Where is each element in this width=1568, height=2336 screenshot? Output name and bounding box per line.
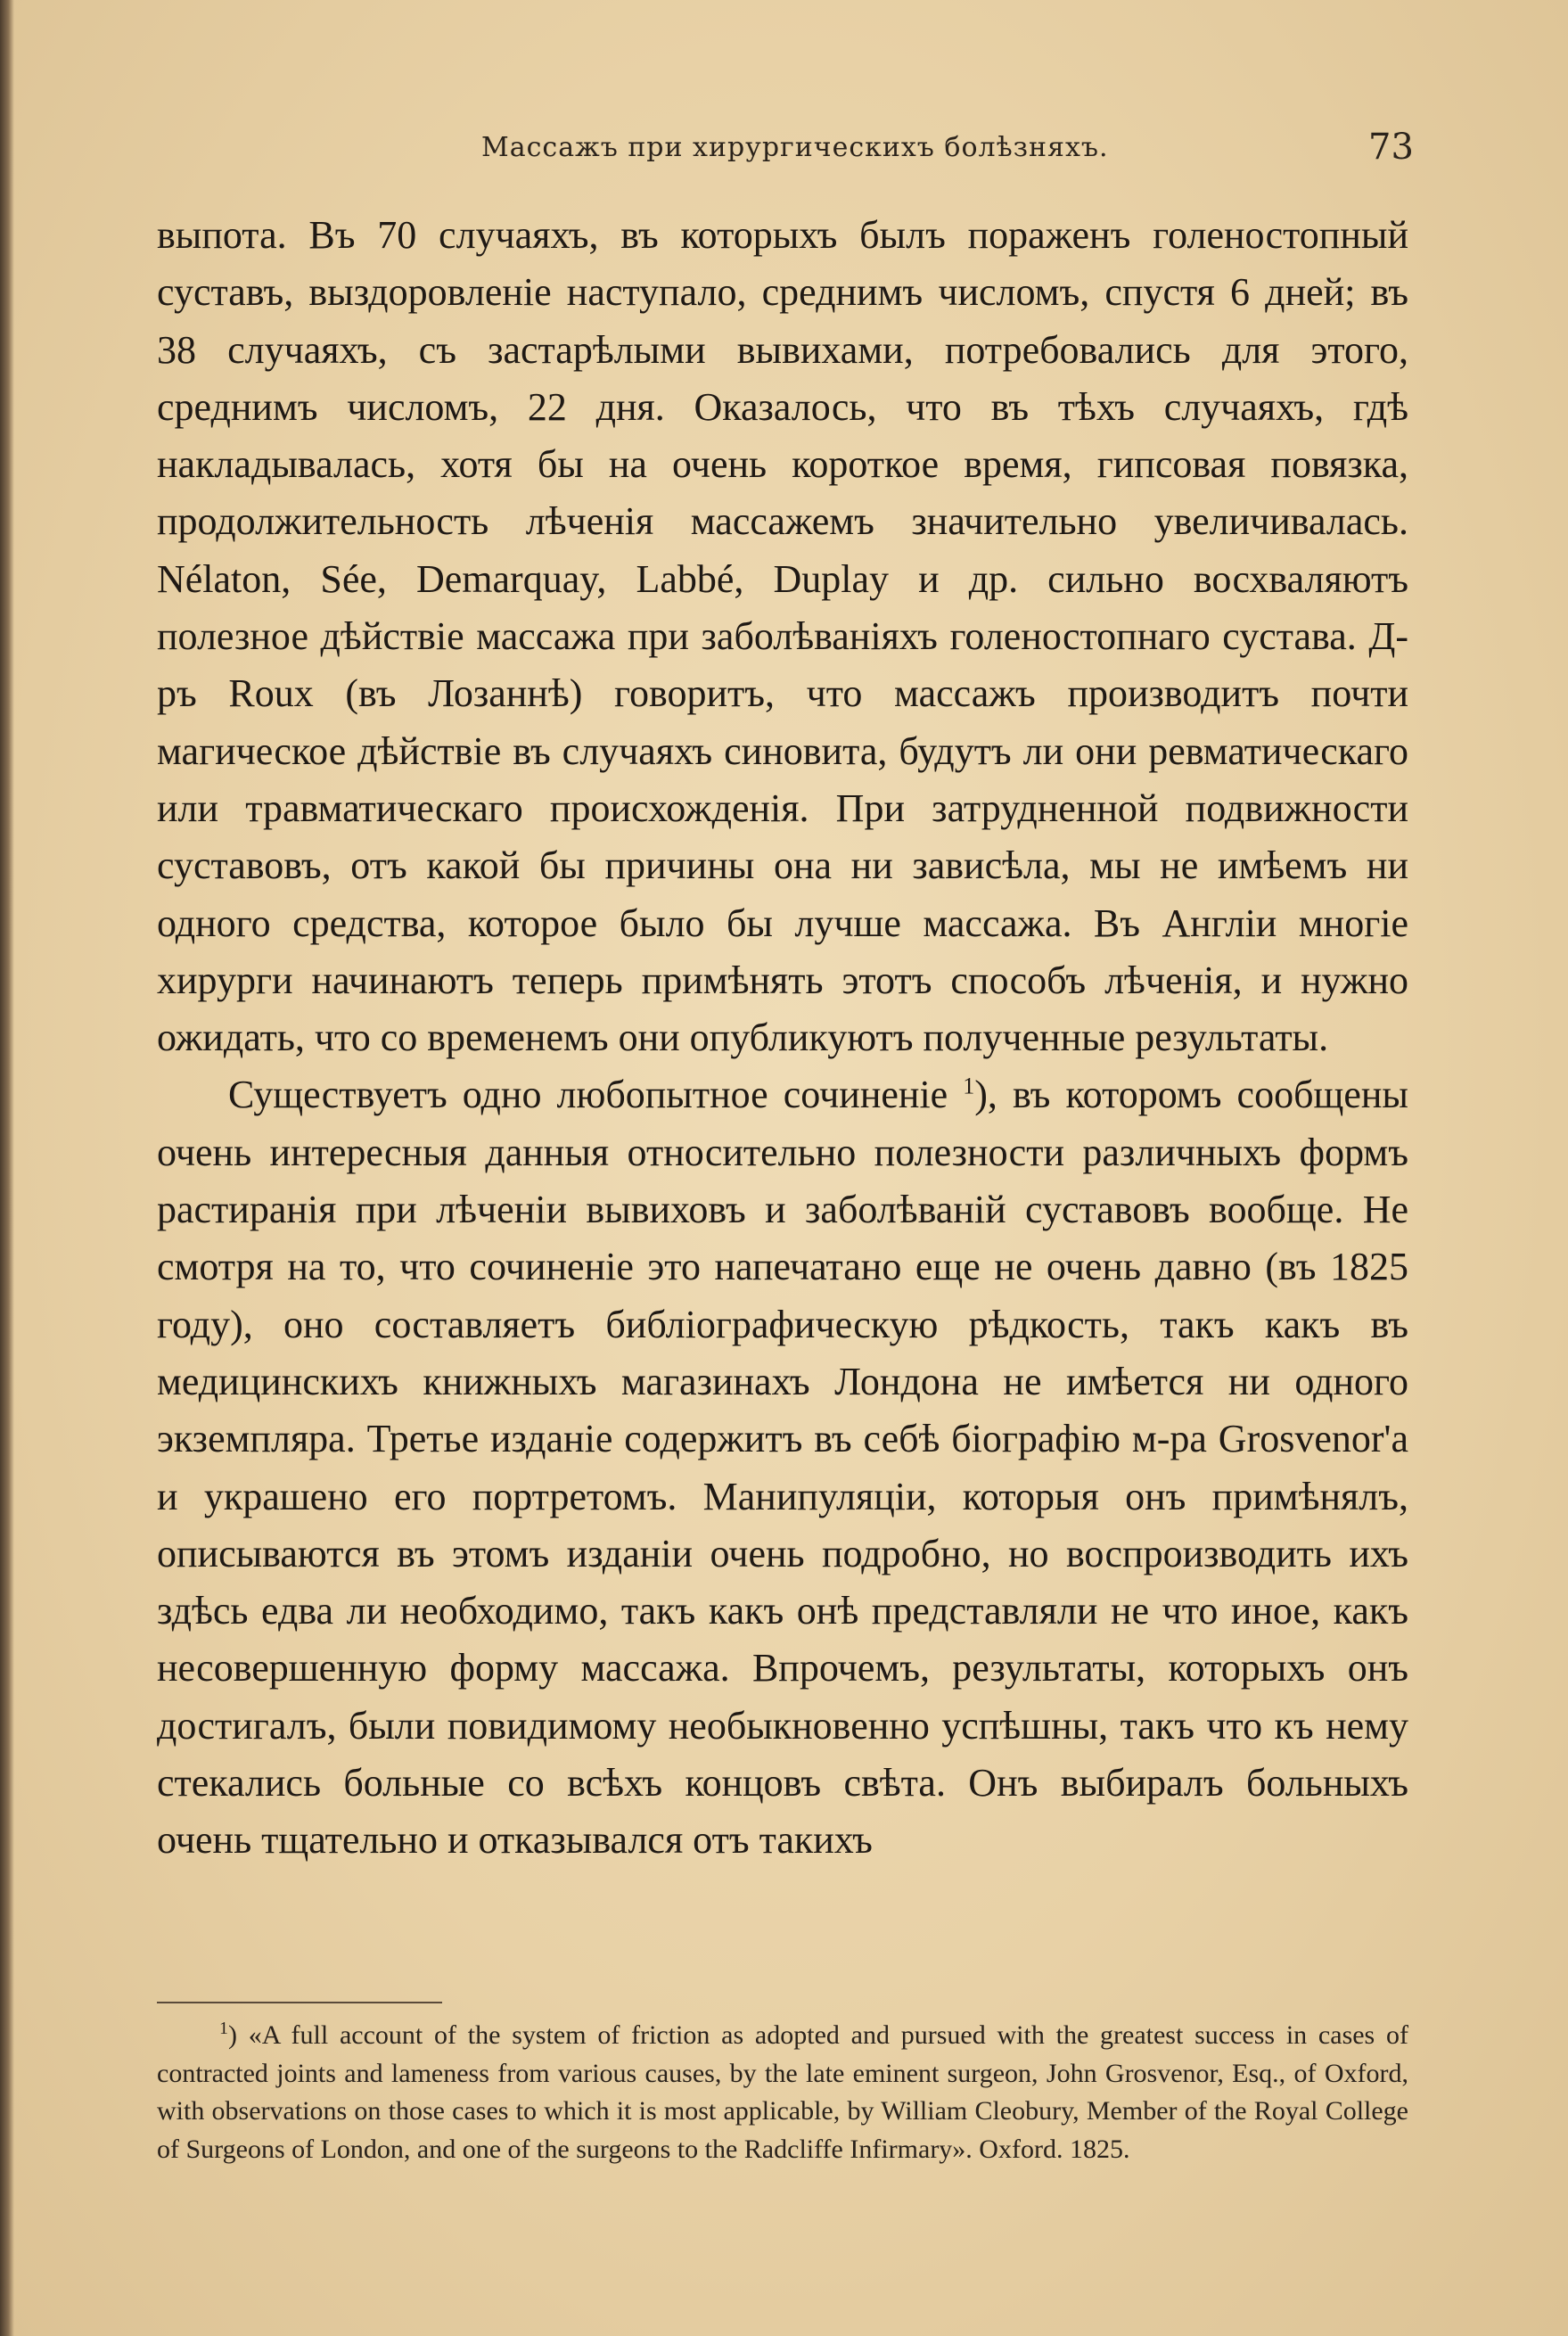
page-header [0,127,1568,182]
paragraph-2-rest: ), въ которомъ сообщены очень интересныя данныя относительно полезности различныхъ формъ растиранія при лѣченіи вывиховъ и заболѣваній суставовъ вообще. Не смотря на то, что сочиненіе это напечатано еще не очень давно (въ 1825 году), оно составляетъ библіографическую рѣдкость, такъ какъ въ медицинскихъ книжныхъ магазинахъ Лондона не имѣется ни одного экземпляра. Третье изданіе содержитъ въ себѣ біографію м-ра Grosvenor'а и украшено его портретомъ. Манипуляціи, которыя онъ примѣнялъ, описываются въ этомъ изданіи очень подробно, но воспроизводить ихъ здѣсь едва ли необходимо, такъ какъ онѣ представляли не что иное, какъ несовершенную форму массажа. Впрочемъ, результаты, которыхъ онъ достигалъ, были повидимому необыкновенно успѣшны, такъ что къ нему стекались больные со всѣхъ концовъ свѣта. Онъ выбиралъ больныхъ очень тщательно и отказывался отъ такихъ [157,1073,1408,1863]
running-title: Массажъ при хирургическихъ болѣзняхъ. [481,132,1109,163]
paragraph-2 [157,1066,1408,1869]
page-number: 73 [1368,127,1414,168]
footnote-text: ) «A full account of the system of friction as adopted and pursued with the greatest success in cases of contracted joints and lameness from various causes, by the late eminent surgeon, John Grosvenor, Esq., of Oxford, with observations on those cases to which it is most applicable, by William Cleobury, Member of the Royal College of Surgeons of London, and one of the surgeons to the Radcliffe Infirmary». Oxford. 1825. [157,2020,1408,2165]
footnote-rule [157,2002,442,2003]
paragraph-2-start: Существуетъ одно любопытное сочиненіе [228,1073,964,1117]
paragraph-1: выпота. Въ 70 случаяхъ, въ которыхъ былъ пораженъ голеностопный суставъ, выздоровленіе наступало, среднимъ числомъ, спустя 6 дней; въ 38 случаяхъ, съ застарѣлыми вывихами, потребовались для этого, среднимъ числомъ, 22 дня. Оказалось, что въ тѣхъ случаяхъ, гдѣ накладывалась, хотя бы на очень короткое время, гипсовая повязка, продолжительность лѣченія массажемъ значительно увеличивалась. Nélaton, Sée, Demarquay, Labbé, Duplay и др. сильно восхваляютъ полезное дѣйствіе массажа при заболѣваніяхъ голеностопнаго сустава. Д-ръ Roux (въ Лозаннѣ) говоритъ, что массажъ производитъ почти магическое дѣйствіе въ случаяхъ синовита, будутъ ли они ревматическаго или травматическаго происхожденія. При затрудненной подвижности суставовъ, отъ какой бы причины она ни зависѣла, мы не имѣемъ ни одного средства, которое было бы лучше массажа. Въ Англіи многіе хирурги начинаютъ теперь примѣнять этотъ способъ лѣченія, и нужно ожидать, что со временемъ они опубликуютъ полученные результаты. [157,213,1408,1060]
book-spine-shadow [0,0,14,2336]
footnote-mark: 1 [219,2019,228,2038]
main-text [157,207,1408,1870]
footnote-reference: 1 [963,1073,975,1099]
footnote [157,2017,1408,2169]
